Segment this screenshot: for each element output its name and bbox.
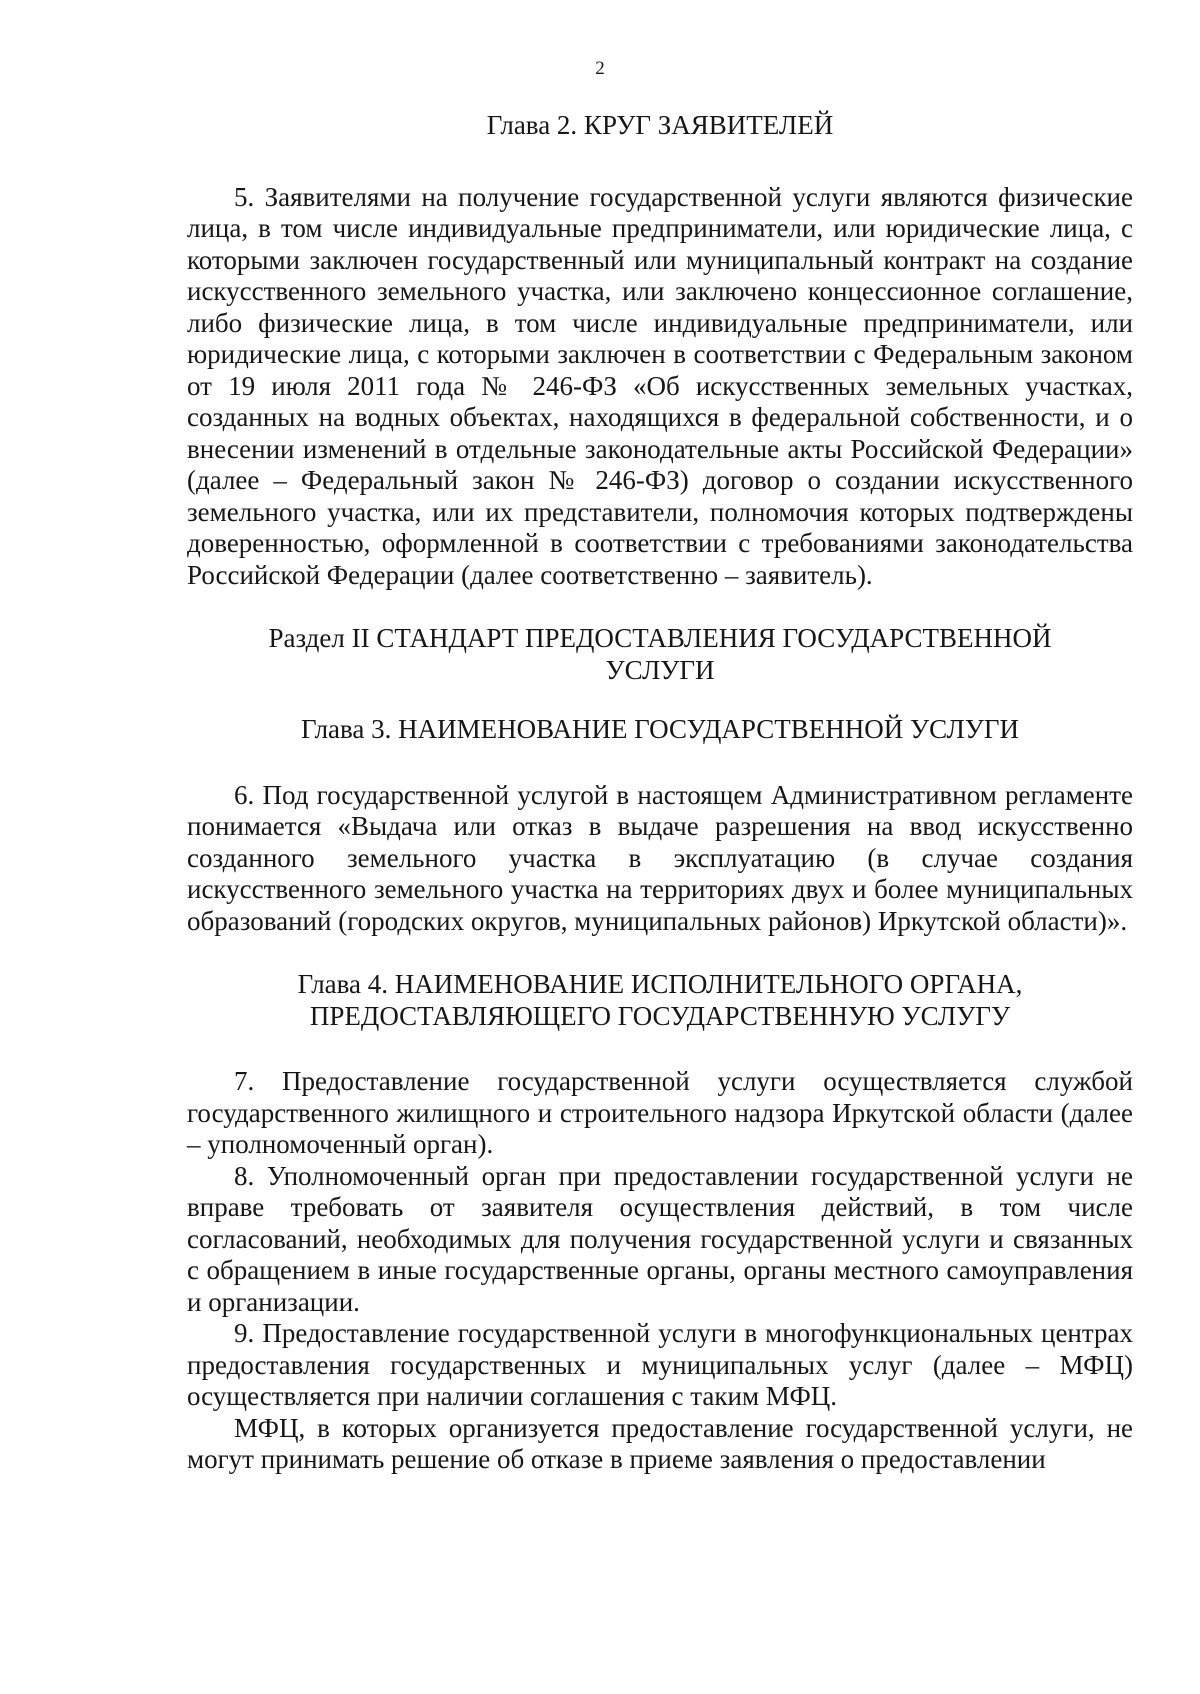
chapter-3-heading: Глава 3. НАИМЕНОВАНИЕ ГОСУДАРСТВЕННОЙ УСЛУГИ <box>300 714 1019 744</box>
paragraph-9-continuation: МФЦ, в которых организуется предоставление государственной услуги, не могут принимать решение об отказе в приеме заявления о предоставлении <box>187 1412 1133 1474</box>
page-number: 2 <box>595 58 605 79</box>
paragraph-8: 8. Уполномоченный орган при предоставлении государственной услуги не вправе требовать от заявителя осуществления действий, в том числе согласований, необходимых для получения государственной услуги и связанных с обращением в иные государственные органы, органы местного самоуправления и организации. <box>187 1160 1133 1317</box>
paragraph-9: 9. Предоставление государственной услуги в многофункциональных центрах предоставления государственных и муниципальных услуг (далее – МФЦ) осуществляется при наличии соглашения с таким МФЦ. <box>187 1318 1133 1411</box>
chapter-4-heading-line2: ПРЕДОСТАВЛЯЮЩЕГО ГОСУДАРСТВЕННУЮ УСЛУГУ <box>309 1000 1011 1031</box>
section-2-heading <box>187 623 1133 686</box>
chapter-4-heading <box>187 969 1133 1032</box>
document-body <box>187 110 1133 1476</box>
section-2-heading-line2: УСЛУГИ <box>605 654 715 685</box>
chapter-2-heading: Глава 2. КРУГ ЗАЯВИТЕЛЕЙ <box>486 110 834 140</box>
paragraph-7: 7. Предоставление государственной услуги осуществляется службой государственного жилищного и строительного надзора Иркутской области (далее – уполномоченный орган). <box>187 1066 1133 1159</box>
chapter-4-heading-line1: Глава 4. НАИМЕНОВАНИЕ ИСПОЛНИТЕЛЬНОГО ОРГАНА, <box>297 969 1023 999</box>
section-2-heading-line1: Раздел II СТАНДАРТ ПРЕДОСТАВЛЕНИЯ ГОСУДАРСТВЕННОЙ <box>268 623 1052 653</box>
paragraph-5: 5. Заявителями на получение государственной услуги являются физические лица, в том числе индивидуальные предприниматели, или юридические лица, с которыми заключен государственный или муниципальный контракт на создание искусственного земельного участка, или заключено концессионное соглашение, либо физические лица, в том числе индивидуальные предприниматели, или юридические лица, с которыми заключен в соответствии с Федеральным законом от 19 июля 2011 года № 246-ФЗ «Об искусственных земельных участках, созданных на водных объектах, находящихся в федеральной собственности, и о внесении изменений в отдельные законодательные акты Российской Федерации» (далее – Федеральный закон № 246-ФЗ) договор о создании искусственного земельного участка, или их представители, полномочия которых подтверждены доверенностью, оформленной в соответствии с требованиями законодательства Российской Федерации (далее соответственно – заявитель). <box>187 181 1133 590</box>
paragraph-6: 6. Под государственной услугой в настоящем Административном регламенте понимается «Выдача или отказ в выдаче разрешения на ввод искусственно созданного земельного участка в эксплуатацию (в случае создания искусственного земельного участка на территориях двух и более муниципальных образований (городских округов, муниципальных районов) Иркутской области)». <box>187 779 1133 936</box>
